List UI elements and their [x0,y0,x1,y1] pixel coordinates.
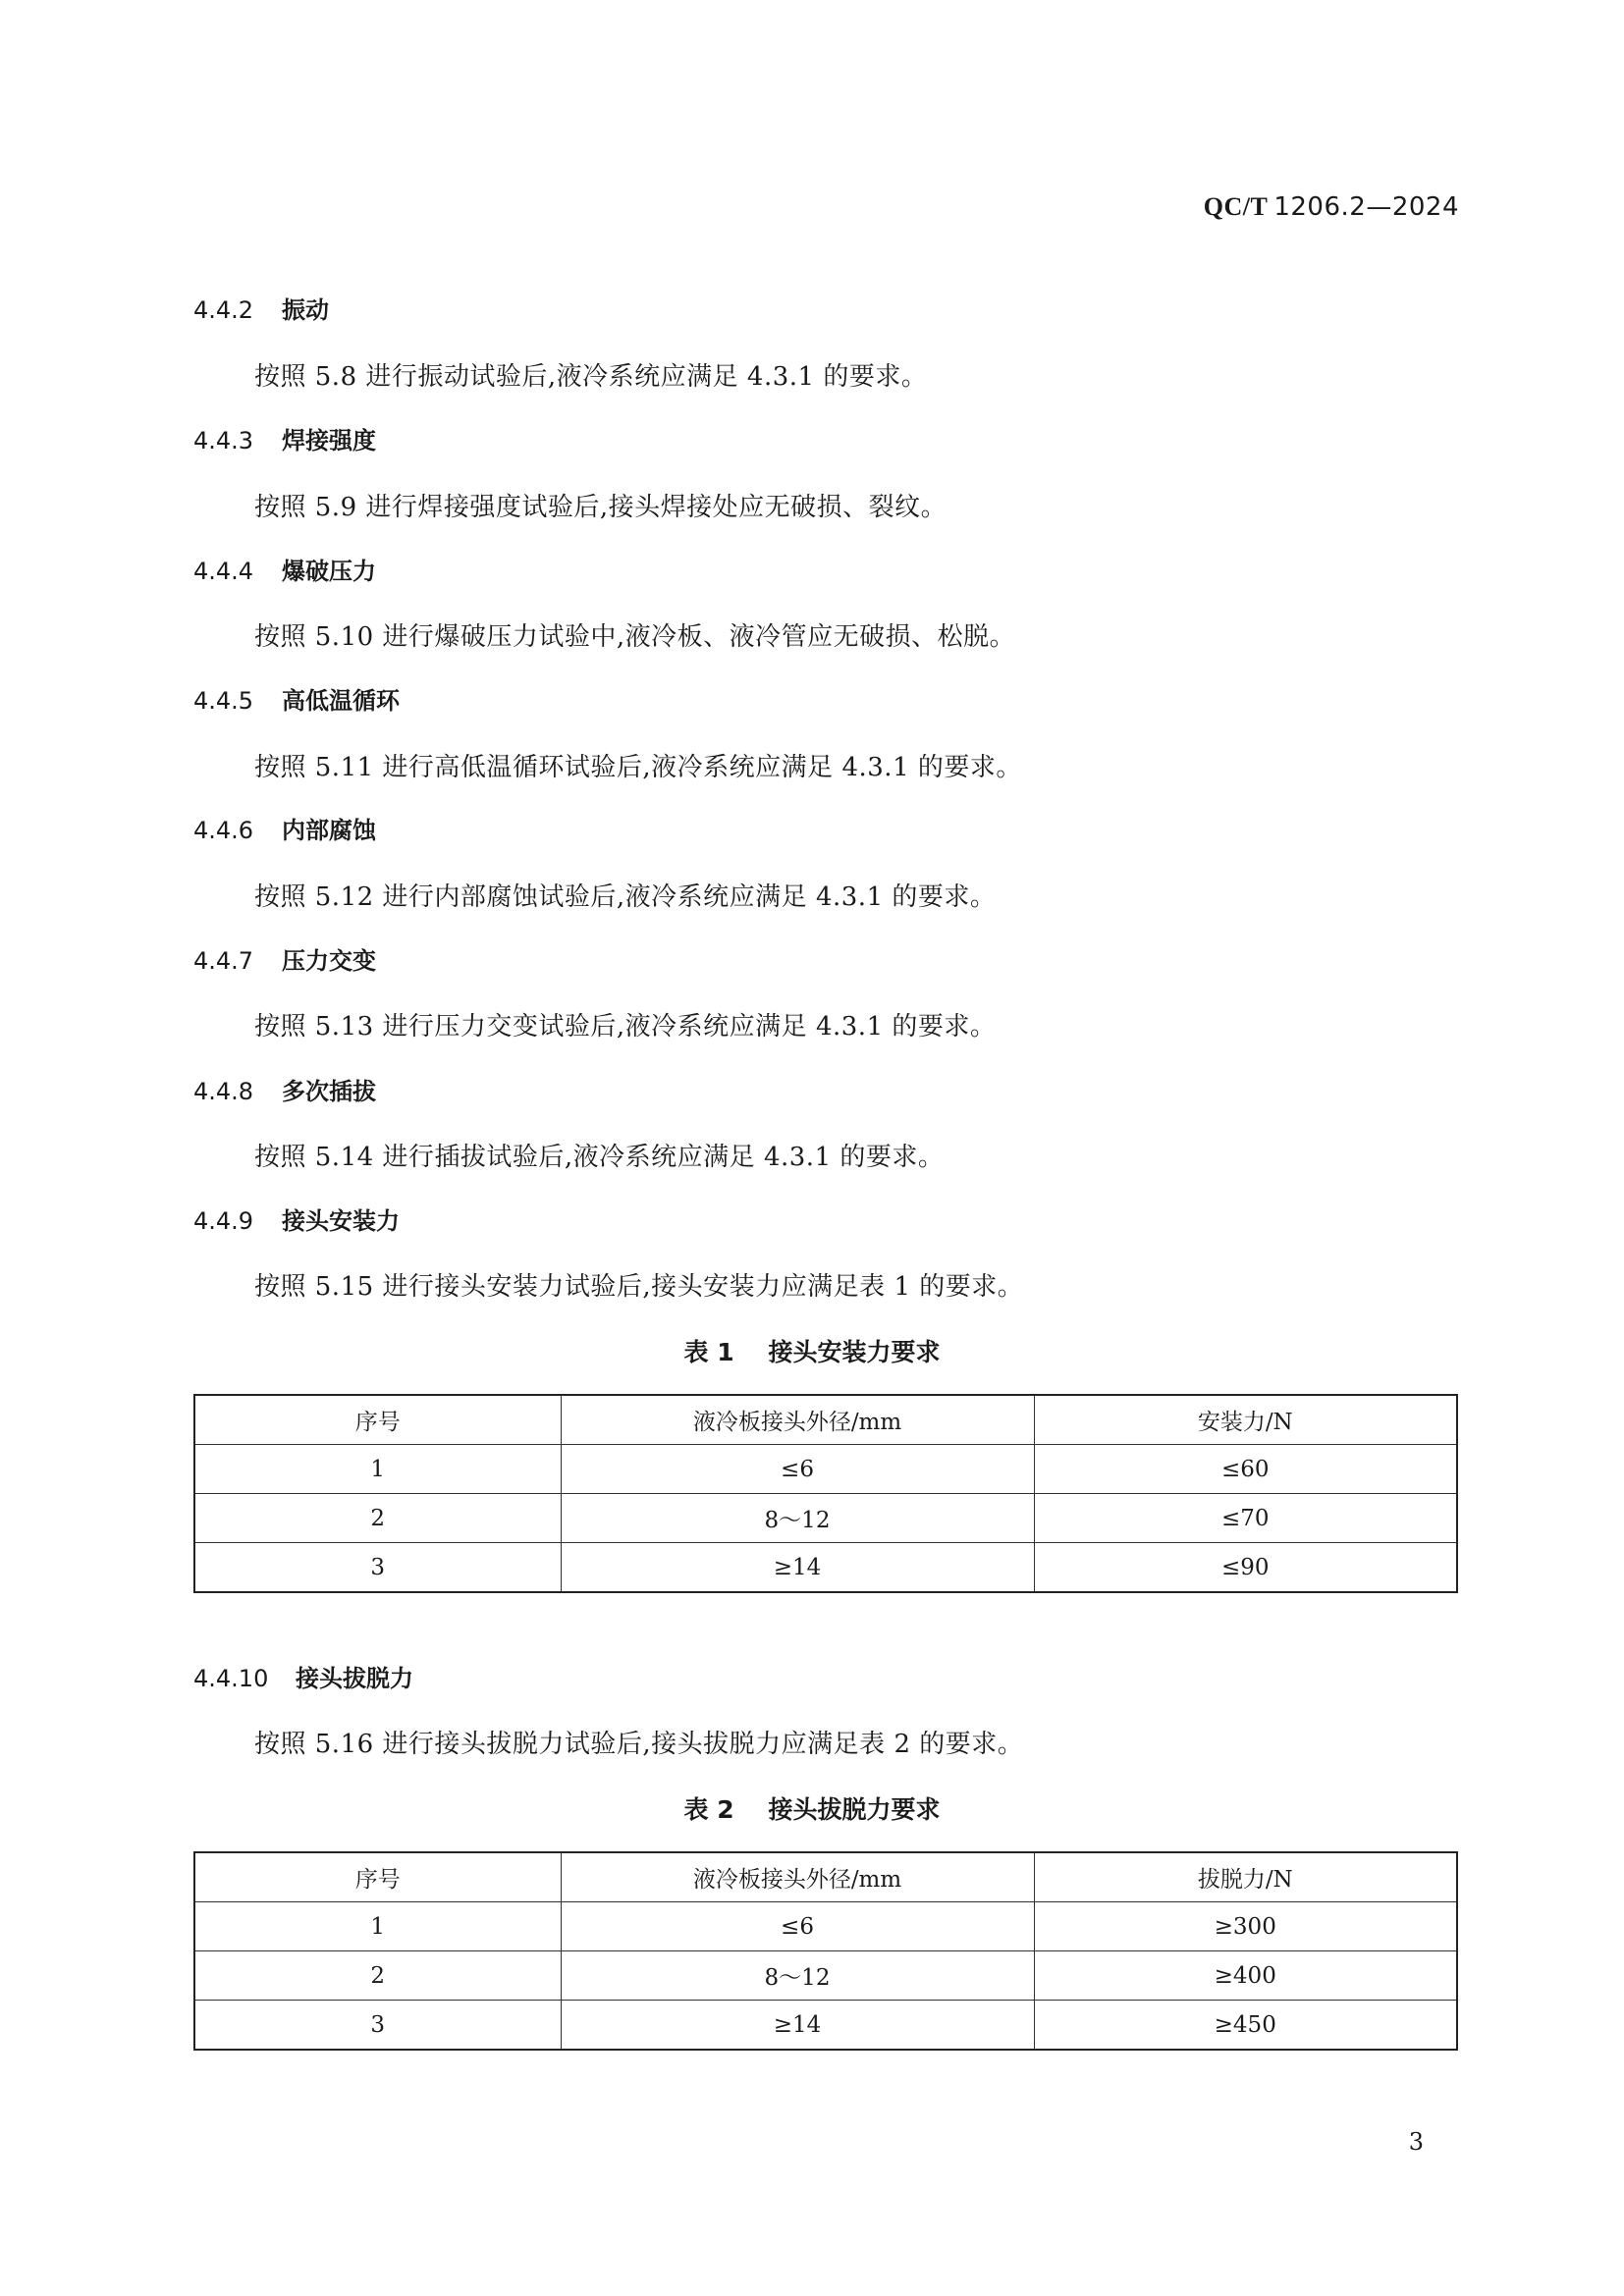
table-cell: ≤6 [561,1902,1034,1951]
page-number: 3 [1408,2128,1424,2156]
table-cell: ≤60 [1034,1445,1457,1494]
section-number: 4.4.4 [193,558,254,585]
table-2 [193,1851,1458,2051]
table-cell: 8～12 [561,1951,1034,2001]
section-number: 4.4.6 [193,817,254,844]
column-header-force: 拔脱力/N [1034,1852,1457,1902]
table-1-caption: 表 1 接头安装力要求 [683,1338,941,1366]
section-number: 4.4.8 [193,1078,254,1105]
section-heading [193,681,400,716]
column-header-force: 安装力/N [1034,1395,1457,1445]
table-row [194,1445,1457,1494]
table-2-caption: 表 2 接头拔脱力要求 [683,1795,941,1824]
table-cell: 1 [194,1445,561,1494]
section-paragraph: 按照 5.10 进行爆破压力试验中,液冷板、液冷管应无破损、松脱。 [254,622,1016,652]
section-number: 4.4.2 [193,296,254,324]
section-number: 4.4.3 [193,427,254,454]
section-title: 压力交变 [282,947,376,975]
section-paragraph: 按照 5.9 进行焊接强度试验后,接头焊接处应无破损、裂纹。 [254,493,947,522]
section-number: 4.4.7 [193,947,254,975]
table-cell: ≥400 [1034,1951,1457,2001]
section-title: 高低温循环 [282,687,400,715]
table-cell: ≤6 [561,1445,1034,1494]
section-heading [193,941,376,976]
section-heading [193,811,376,845]
table-cell: 2 [194,1494,561,1543]
standard-prefix: QC/T [1203,192,1269,221]
standard-code [1204,192,1459,222]
table-row [194,2001,1457,2051]
section-heading [193,291,329,325]
section-title: 多次插拔 [282,1078,376,1105]
section-paragraph: 按照 5.13 进行压力交变试验后,液冷系统应满足 4.3.1 的要求。 [254,1012,997,1041]
table-row [194,1902,1457,1951]
table-cell: ≤70 [1034,1494,1457,1543]
table-header-row [194,1395,1457,1445]
section-heading [193,421,376,455]
section-title: 爆破压力 [282,558,376,585]
column-header-diameter: 液冷板接头外径/mm [561,1395,1034,1445]
table-cell: 1 [194,1902,561,1951]
table-cell: ≥450 [1034,2001,1457,2051]
table-cell: ≥300 [1034,1902,1457,1951]
section-paragraph: 按照 5.14 进行插拔试验后,液冷系统应满足 4.3.1 的要求。 [254,1143,945,1172]
table-cell: ≥14 [561,2001,1034,2051]
section-number: 4.4.10 [193,1665,269,1692]
table-header-row [194,1852,1457,1902]
section-title: 内部腐蚀 [282,817,376,844]
table-row [194,1494,1457,1543]
column-header-index: 序号 [194,1852,561,1902]
table-1 [193,1394,1458,1593]
section-number: 4.4.5 [193,687,254,715]
section-paragraph: 按照 5.8 进行振动试验后,液冷系统应满足 4.3.1 的要求。 [254,362,928,392]
section-heading [193,1659,413,1693]
table-cell: ≥14 [561,1543,1034,1593]
table-row [194,1543,1457,1593]
section-heading [193,1201,400,1236]
table-cell: 3 [194,1543,561,1593]
section-title: 接头安装力 [282,1207,400,1235]
section-title: 振动 [282,296,329,324]
section-title: 焊接强度 [282,427,376,454]
table-cell: ≤90 [1034,1543,1457,1593]
section-number: 4.4.9 [193,1207,254,1235]
section-paragraph: 按照 5.12 进行内部腐蚀试验后,液冷系统应满足 4.3.1 的要求。 [254,882,997,912]
section-heading [193,552,376,586]
table-cell: 2 [194,1951,561,2001]
section-paragraph: 按照 5.15 进行接头安装力试验后,接头安装力应满足表 1 的要求。 [254,1272,1024,1302]
standard-number: 1206.2—2024 [1273,192,1459,222]
table-row [194,1951,1457,2001]
section-heading [193,1072,376,1106]
column-header-diameter: 液冷板接头外径/mm [561,1852,1034,1902]
section-title: 接头拔脱力 [296,1665,413,1692]
section-paragraph: 按照 5.16 进行接头拔脱力试验后,接头拔脱力应满足表 2 的要求。 [254,1730,1024,1759]
section-paragraph: 按照 5.11 进行高低温循环试验后,液冷系统应满足 4.3.1 的要求。 [254,753,1022,782]
column-header-index: 序号 [194,1395,561,1445]
table-cell: 8～12 [561,1494,1034,1543]
table-cell: 3 [194,2001,561,2051]
